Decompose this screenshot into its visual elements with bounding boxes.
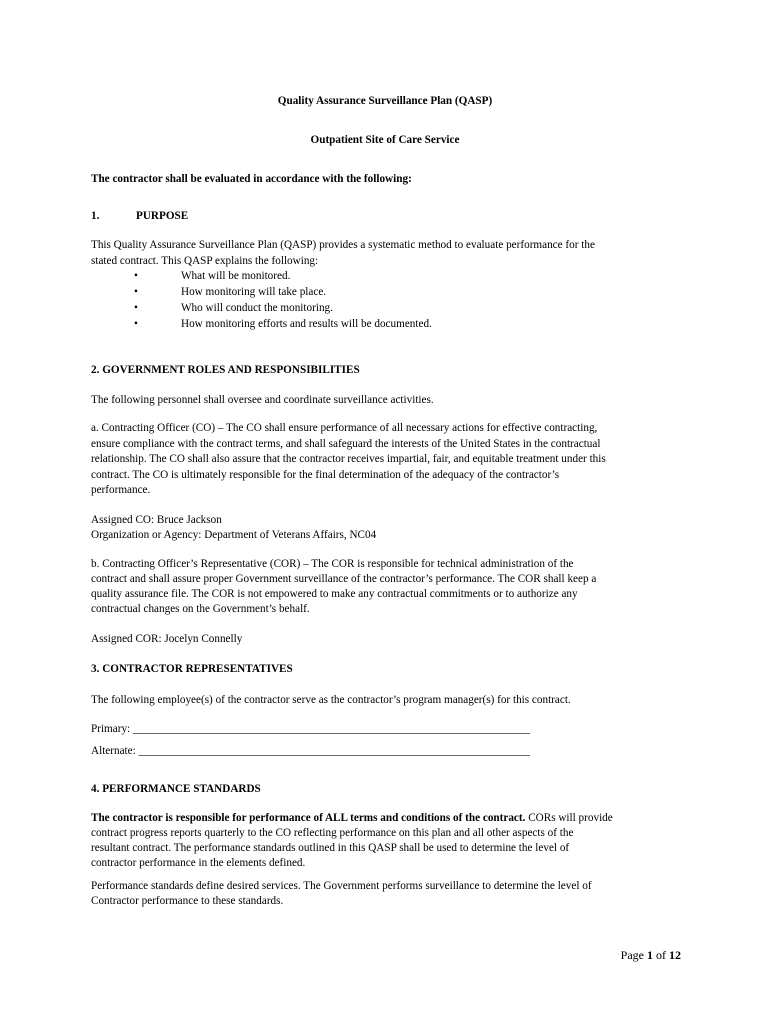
document-title: Quality Assurance Surveillance Plan (QASP) (277, 95, 493, 107)
co-line-1: a. Contracting Officer (CO) – The CO shall ensure performance of all necessary actions for effective contracting, (91, 422, 598, 434)
standards-line-2: contract progress reports quarterly to the CO reflecting performance on this plan and all other aspects of the (91, 827, 574, 839)
assigned-co: Assigned CO: Bruce Jackson (91, 514, 222, 526)
section-2-intro: The following personnel shall oversee and coordinate surveillance activities. (91, 394, 434, 406)
assigned-cor: Assigned COR: Jocelyn Connelly (91, 633, 243, 645)
intro-statement: The contractor shall be evaluated in accordance with the following: (91, 173, 412, 185)
section-4-heading: 4. PERFORMANCE STANDARDS (91, 783, 261, 795)
page-of: of (653, 948, 669, 962)
standards-p2-line-1: Performance standards define desired services. The Government performs surveillance to determine the level of (91, 880, 592, 892)
purpose-bullet-4: How monitoring efforts and results will be documented. (181, 318, 432, 330)
bullet-icon: • (134, 318, 138, 330)
page-label: Page (620, 948, 647, 962)
cor-line-3: quality assurance file. The COR is not empowered to make any contractual commitments or to authorize any (91, 588, 578, 600)
cor-line-1: b. Contracting Officer’s Representative (COR) – The COR is responsible for technical administration of the (91, 558, 574, 570)
page-number (621, 948, 681, 964)
standards-line-3: resultant contract. The performance standards outlined in this QASP shall be used to determine the level of (91, 842, 570, 854)
standards-line-1 (91, 811, 681, 827)
cor-line-4: contractual changes on the Government’s behalf. (91, 603, 310, 615)
standards-line-4: contractor performance in the elements defined. (91, 857, 306, 869)
section-1-heading: PURPOSE (136, 210, 189, 222)
purpose-line-2: stated contract. This QASP explains the following: (91, 255, 319, 267)
alternate-field: Alternate: ______________________________________________________________________ (91, 745, 531, 757)
purpose-bullet-3: Who will conduct the monitoring. (181, 302, 333, 314)
section-3-heading: 3. CONTRACTOR REPRESENTATIVES (91, 663, 293, 675)
standards-bold-text: The contractor is responsible for performance of ALL terms and conditions of the contract. (91, 812, 526, 824)
document-subtitle: Outpatient Site of Care Service (310, 134, 460, 146)
co-line-4: contract. The CO is ultimately responsible for the final determination of the adequacy of the contractor’s (91, 469, 560, 481)
co-line-2: ensure compliance with the contract terms, and shall safeguard the interests of the United States in the contractual (91, 438, 601, 450)
standards-p2-line-2: Contractor performance to these standards. (91, 895, 284, 907)
standards-rest-text: CORs will provide (525, 812, 613, 824)
page-current: 1 (647, 948, 653, 962)
organization: Organization or Agency: Department of Veterans Affairs, NC04 (91, 529, 377, 541)
co-line-5: performance. (91, 484, 151, 496)
section-3-intro: The following employee(s) of the contractor serve as the contractor’s program manager(s) for this contract. (91, 694, 571, 706)
page-total: 12 (669, 948, 681, 962)
purpose-bullet-2: How monitoring will take place. (181, 286, 327, 298)
co-line-3: relationship. The CO shall also assure that the contractor receives impartial, fair, and equitable treatment under this (91, 453, 606, 465)
primary-field: Primary: _______________________________________________________________________ (91, 723, 531, 735)
bullet-icon: • (134, 286, 138, 298)
bullet-icon: • (134, 270, 138, 282)
purpose-line-1: This Quality Assurance Surveillance Plan (QASP) provides a systematic method to evaluate performance for the (91, 239, 595, 251)
bullet-icon: • (134, 302, 138, 314)
section-2-heading: 2. GOVERNMENT ROLES AND RESPONSIBILITIES (91, 364, 360, 376)
cor-line-2: contract and shall assure proper Government surveillance of the contractor’s performance. The COR shall keep a (91, 573, 597, 585)
section-1-number: 1. (91, 210, 100, 222)
purpose-bullet-1: What will be monitored. (181, 270, 291, 282)
